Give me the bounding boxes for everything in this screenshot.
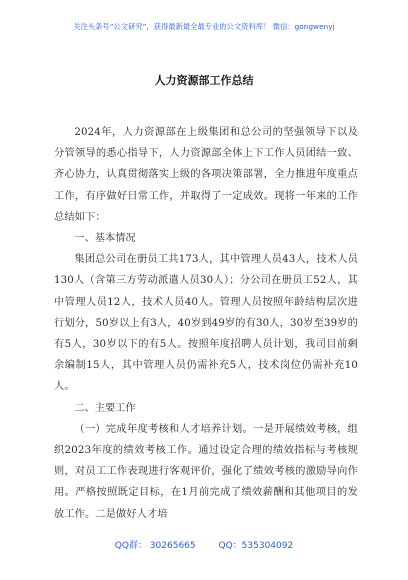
section-heading-main-work: 二、主要工作 [74,402,136,414]
document-body [54,122,358,525]
intro-paragraph: 2024年，人力资源部在上级集团和总公司的坚强领导下以及分管领导的悉心指导下，人力资源部全体上下工作人员团结一致、齐心协力，认真贯彻落实上级的各项决策部署，全力推进年度重点工作，有序做好日常工作，并取得了一定成效。现将一年来的工作总结如下： [54,127,358,223]
section-main-work-paragraph: （一）完成年度考核和人才培养计划。一是开展绩效考核，组织2023年度的绩效考核工作。通过设定合理的绩效指标与考核规则，对员工工作表现进行客观评价，强化了绩效考核的激励导向作用。严格按照既定目标，在1月前完成了绩效薪酬和其他项目的发放工作。二是做好人才培 [54,423,358,520]
footer-qq: QQ：535304092 [218,541,294,551]
footer-qq-group: QQ群： 30265665 [114,541,196,551]
document-title: 人力资源部工作总结 [154,74,254,87]
footer-contact [0,538,408,551]
header-banner: 关注头条号“公文研究”，获得最新最全最专业的公文资料库！ 微信：gongwenyj [73,22,335,31]
section-basic-paragraph: 集团总公司在册员工共173人，其中管理人员43人，技术人员130人（含第三方劳动派遣人员30人）；分公司在册员工52人，其中管理人员12人，技术人员40人。管理人员按照年龄结构层次进行划分，50岁以上有3人，40岁到49岁的有30人，30岁至39岁的有5人，30岁以下的有5人。按照年度招聘人员计划，我司目前剩余编制15人，其中管理人员仍需补充5人，技术岗位仍需补充10人。 [54,254,358,393]
section-heading-basic: 一、基本情况 [74,233,136,245]
